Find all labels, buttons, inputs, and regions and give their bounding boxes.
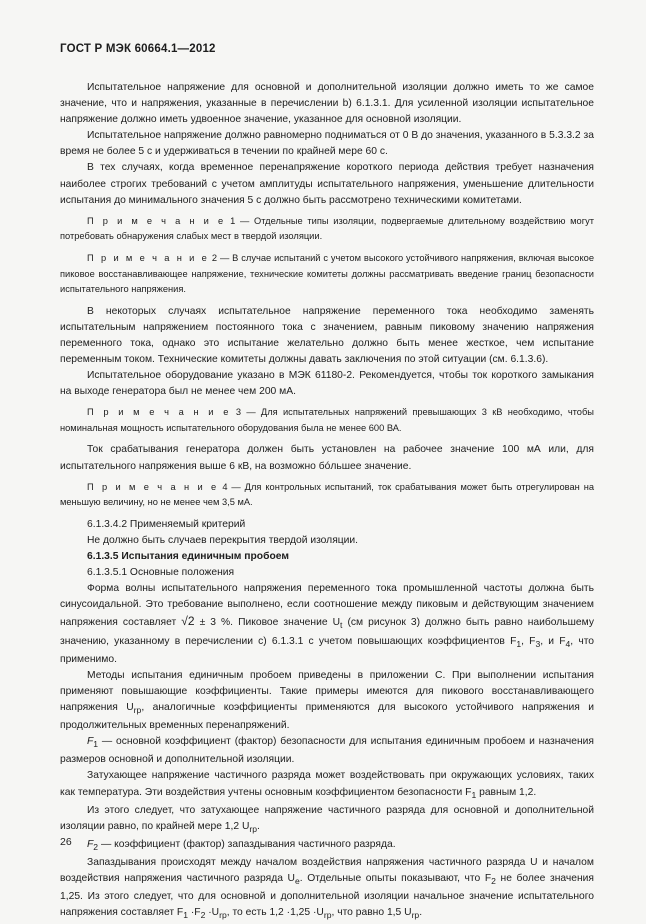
subscript: 3 bbox=[535, 638, 541, 649]
subscript: e bbox=[294, 876, 300, 887]
document-body bbox=[60, 80, 594, 924]
section-heading: 6.1.3.4.2 Применяемый критерий bbox=[87, 518, 246, 530]
subscript: rp bbox=[323, 910, 332, 921]
note-3 bbox=[60, 405, 594, 436]
note-1 bbox=[60, 214, 594, 245]
text-run: Из этого следует, что затухающее напряжение частичного разряда для основной и дополнительной изоляции равно, по крайней мере 1,2 U bbox=[60, 804, 594, 832]
subscript: 4 bbox=[565, 638, 571, 649]
note-label: П р и м е ч а н и е bbox=[87, 252, 209, 263]
paragraph bbox=[60, 855, 594, 923]
subscript: 2 bbox=[93, 841, 99, 852]
sqrt-symbol: √2 bbox=[181, 614, 195, 629]
note-text: 4 — Для контрольных испытаний, ток срабатывания может быть отрегулирован на меньшую величину, но не менее чем 3,5 мА. bbox=[60, 481, 594, 508]
text-run: Методы испытания единичным пробоем приведены в приложении С. При выполнении испытания применяют повышающие коэффициенты. Такие примеры имеются для пикового восстанавливающего напряжения U bbox=[60, 669, 594, 713]
paragraph bbox=[60, 581, 594, 668]
text-run: ± 3 %. Пиковое значение U bbox=[194, 617, 341, 629]
note-label: П р и м е ч а н и е bbox=[87, 481, 219, 492]
subscript: 2 bbox=[200, 910, 206, 921]
subscript: 1 bbox=[471, 789, 477, 800]
paragraph: Ток срабатывания генератора должен быть установлен на рабочее значение 100 мА или, для испытательного напряжения выше 6 кВ, на возможно бóльшее значение. bbox=[60, 444, 594, 472]
paragraph bbox=[60, 837, 594, 855]
note-2 bbox=[60, 251, 594, 298]
text-run: Форма волны испытательного напряжения переменного тока промышленной частоты должна быть синусоидальной. Это требование выполнено, если соотношение между пиковым и действующим значением напряжения составляет bbox=[60, 583, 594, 629]
text-run: . bbox=[257, 820, 260, 832]
paragraph: Испытательное напряжение должно равномерно подниматься от 0 В до значения, указанного в 5.3.3.2 за время не более 5 с и удерживаться в течении по крайней мере 60 с. bbox=[60, 130, 594, 158]
page-header: ГОСТ Р МЭК 60664.1—2012 bbox=[60, 43, 216, 55]
paragraph bbox=[60, 803, 594, 837]
paragraph bbox=[60, 668, 594, 734]
text-run: не более значения 1,25. Из этого следует, что для основной и дополнительной изоляции начальное значение испытательного напряжения составляет F bbox=[60, 873, 594, 919]
section-heading: 6.1.3.5.1 Основные положения bbox=[87, 567, 235, 579]
section-heading-bold: 6.1.3.5 Испытания единичным пробоем bbox=[87, 551, 289, 563]
text-run: . bbox=[419, 907, 423, 919]
subscript: t bbox=[340, 620, 343, 631]
text-run: Запаздывания происходят между началом воздействия напряжения частичного разряда U и началом воздействия напряжения частичного разряда U bbox=[60, 857, 594, 885]
note-text: 2 — В случае испытаний с учетом высокого устойчивого напряжения, включая высокое пиковое восстанавливающее напряжение, технические комитеты должны рассматривать введение границ безопасности испытательного напряжения. bbox=[60, 252, 594, 295]
text-run: ·F bbox=[187, 907, 201, 919]
page-number: 26 bbox=[60, 836, 72, 848]
note-label: П р и м е ч а н и е bbox=[87, 407, 231, 418]
text-run: равным 1,2. bbox=[476, 786, 537, 798]
paragraph: Не должно быть случаев перекрытия твердой изоляции. bbox=[87, 534, 359, 546]
text-run: — коэффициент (фактор) запаздывания частичного разряда. bbox=[98, 838, 396, 850]
note-text: 3 — Для испытательных напряжений превышающих 3 кВ необходимо, чтобы номинальная мощность испытательного оборудования была не менее 600 ВА. bbox=[60, 407, 594, 433]
paragraph: В некоторых случаях испытательное напряжение переменного тока необходимо заменять испытательным напряжением постоянного тока с значением, равным пиковому значению напряжения переменного тока, однако это испытание желательно должно быть менее жесткое, чем испытание переменным током. Технические комитеты должны давать заключения по этой ситуации (см. 6.1.3.6). bbox=[60, 305, 594, 365]
symbol: F bbox=[87, 736, 94, 748]
subscript: rp bbox=[219, 910, 227, 921]
text-run: Затухающее напряжение частичного разряда может воздействовать при окружающих условиях, таких как температура. Эти воздействия учтены основным коэффициентом безопасности F bbox=[60, 770, 594, 798]
text-run: , и F bbox=[540, 635, 566, 647]
subscript: 1 bbox=[93, 739, 99, 750]
symbol: F bbox=[87, 838, 94, 850]
paragraph: В тех случаях, когда временное перенапряжение короткого периода действия требует назначения наиболее строгих требований с учетом амплитуды испытательного напряжения, уменьшение длительности испытания до минимального значения 5 с должно быть рассмотрено техническими комитетами. bbox=[60, 162, 594, 206]
subscript: rp bbox=[411, 910, 420, 921]
text-run: , что применимо. bbox=[60, 635, 595, 665]
subscript: 1 bbox=[516, 638, 522, 649]
subscript: 1 bbox=[183, 910, 188, 921]
note-label: П р и м е ч а н и е bbox=[87, 215, 226, 226]
text-run: (см рисунок 3) должно быть равно наибольшему значению, указанному в перечислении c) 6.1.3.1 с учетом повышающих коэффициентов F bbox=[60, 617, 594, 647]
paragraph: Испытательное напряжение для основной и дополнительной изоляции должно иметь то же самое значение, что и напряжения, указанные в перечислении b) 6.1.3.1. Для усиленной изоляции испытательное напряжение должно иметь удвоенное значение, указанное для основной изоляции. bbox=[60, 82, 594, 126]
text-run: , аналогичные коэффициенты применяются для высокого устойчивого напряжения и продолжительных временных перенапряжений. bbox=[60, 701, 594, 732]
text-run: ·U bbox=[205, 907, 220, 919]
note-text: 1 — Отдельные типы изоляции, подвергаемые длительному воздействию могут потребовать обнаружения слабых мест в твердой изоляции. bbox=[60, 215, 594, 242]
paragraph: Испытательное оборудование указано в МЭК 61180-2. Рекомендуется, чтобы ток короткого замыкания на выходе генератора был не менее чем 200 мА. bbox=[60, 370, 594, 398]
text-run: — основной коэффициент (фактор) безопасности для испытания единичным пробоем и назначения размеров основной и дополнительной изоляции. bbox=[60, 736, 594, 766]
paragraph bbox=[60, 734, 594, 768]
text-run: , что равно 1,5 U bbox=[331, 907, 412, 919]
text-run: . Отдельные опыты показывают, что F bbox=[299, 873, 492, 885]
subscript: 2 bbox=[491, 876, 496, 887]
text-run: , то есть 1,2 ·1,25 ·U bbox=[226, 907, 324, 919]
subscript: rp bbox=[249, 823, 258, 834]
subscript: rp bbox=[133, 705, 142, 716]
note-4 bbox=[60, 480, 594, 511]
paragraph bbox=[60, 768, 594, 802]
text-run: , F bbox=[521, 635, 536, 647]
